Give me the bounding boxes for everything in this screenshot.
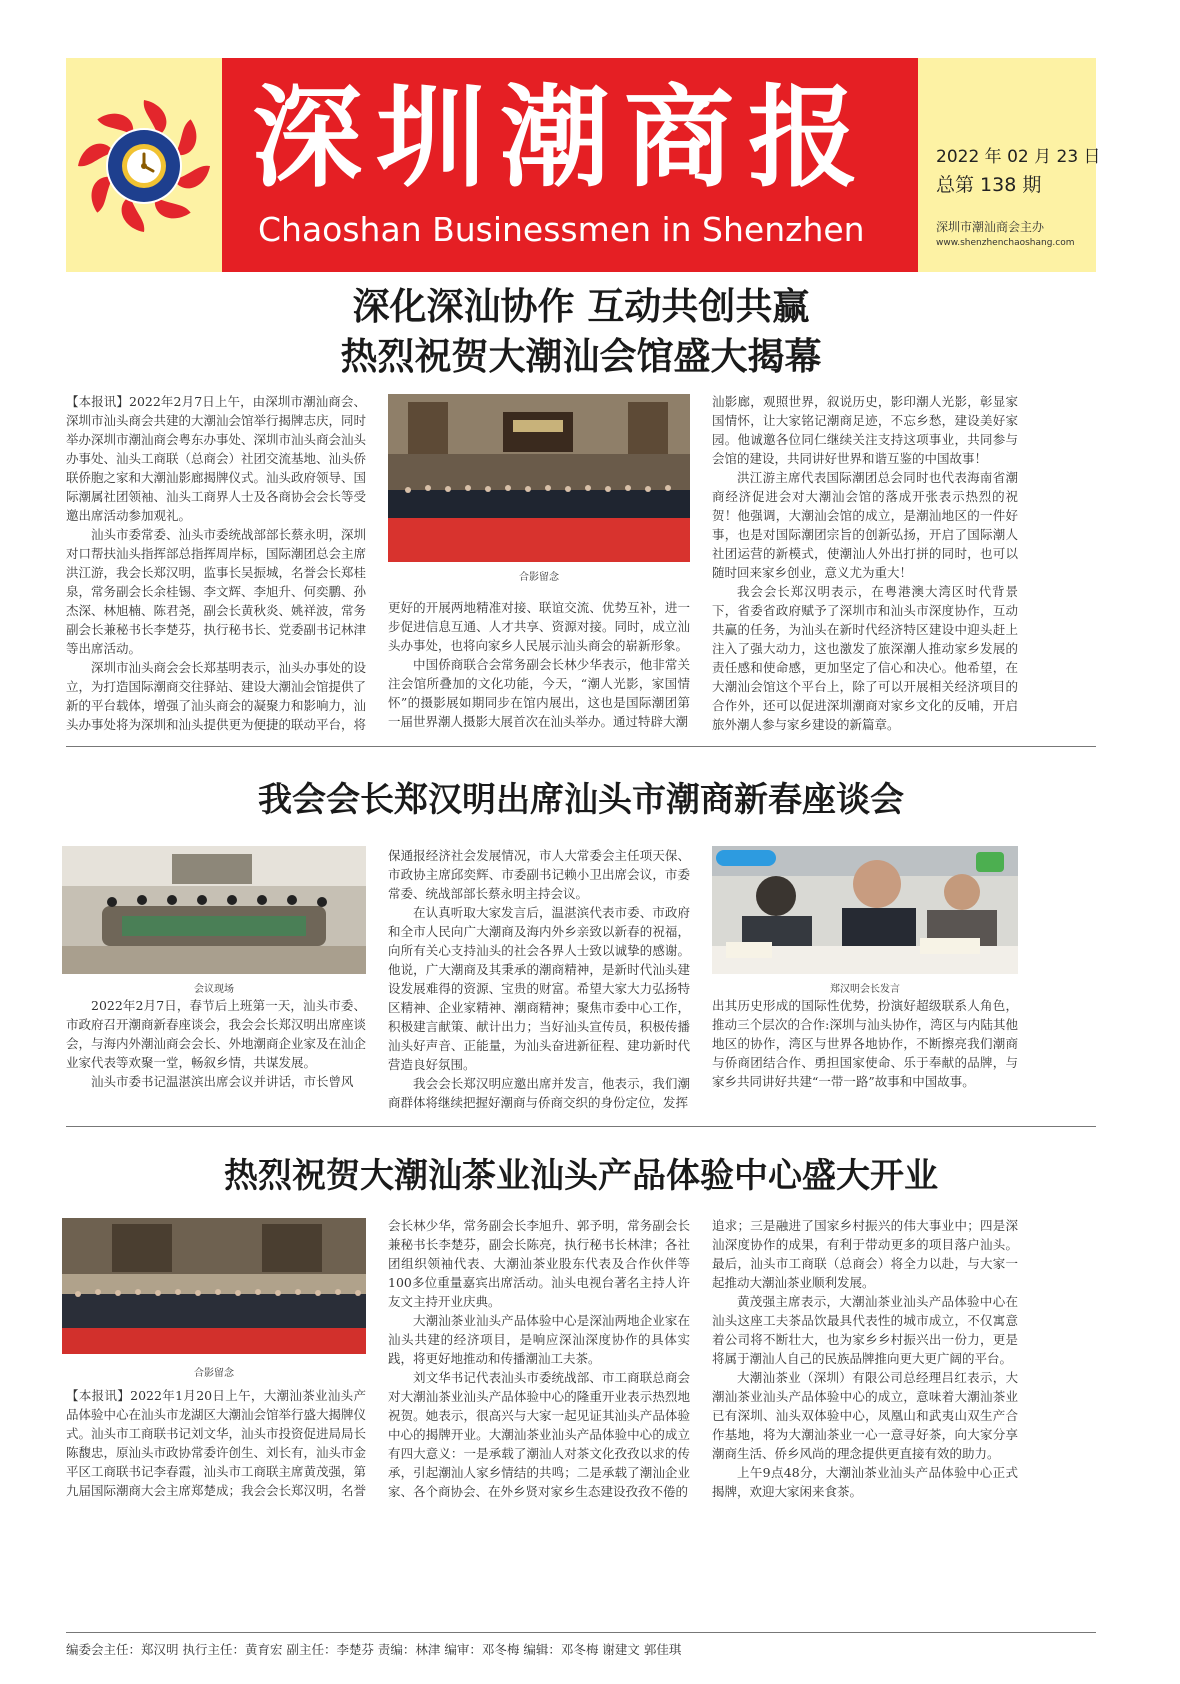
group-photo-hall-opening <box>388 394 690 562</box>
article2-paragraph: 在认真听取大家发言后，温湛滨代表市委、市政府和全市人民向广大潮商及海内外乡亲致以新春的祝福，向所有关心支持汕头的社会各界人士致以诚挚的感谢。他说，广大潮商及其秉承的潮商精神，是新时代汕头建设发展难得的资源、宝贵的财富。希望大家大力弘扬特区精神、企业家精神、潮商精神；聚焦市委中心工作，积极建言献策、献计出力；当好汕头宣传员，积极传播汕头好声音、正能量，为汕头奋进新征程、建功新时代营造良好氛围。 <box>388 905 690 1072</box>
article2-paragraph: 汕头市委书记温湛滨出席会议并讲话，市长曾风 <box>91 1074 354 1089</box>
article1-headline-line1: 深化深汕协作 互动共创共赢 <box>352 285 810 328</box>
article1-column-3 <box>712 392 1018 732</box>
article3-paragraph: 黄茂强主席表示，大潮汕茶业汕头产品体验中心在汕头这座工夫茶品饮最具代表性的城市成立，不仅寓意着公司将不断壮大，也为家乡乡村振兴出一份力，更是将属于潮汕人自己的民族品牌推向更大更广阔的平台。 <box>712 1294 1018 1366</box>
editorial-credits: 编委会主任：郑汉明 执行主任：黄育宏 副主任：李楚芬 责编：林津 编审：邓冬梅 编辑：邓冬梅 谢建文 郭佳琪 <box>66 1642 682 1657</box>
section-divider <box>66 1126 1096 1127</box>
tea-center-group-photo <box>62 1218 366 1354</box>
article3-column-2 <box>388 1216 690 1499</box>
article3-paragraph: 大潮汕茶业（深圳）有限公司总经理吕红表示，大潮汕茶业汕头产品体验中心的成立，意味着大潮汕茶业已有深圳、汕头双体验中心，凤凰山和武夷山双生产合作基地，将为大潮汕茶业一心一意寻好茶，向大家分享潮商生活、侨乡风尚的理念提供更直接有效的助力。 <box>712 1370 1018 1461</box>
website-url: www.shenzhenchaoshang.com <box>936 238 1075 248</box>
masthead-logo-panel <box>66 58 222 272</box>
issue-number: 总第 138 期 <box>936 174 1042 196</box>
article2-column-3 <box>712 996 1018 1100</box>
meeting-room-photo <box>62 846 366 974</box>
article2-paragraph: 出其历史形成的国际性优势，扮演好超级联系人角色，推动三个层次的合作:深圳与汕头协作，湾区与内陆其他地区的协作，湾区与世界各地协作，不断擦亮我们潮商与侨商团结合作、勇担国家使命、乐于奉献的品牌，与家乡共同讲好共建“一带一路”故事和中国故事。 <box>712 998 1018 1089</box>
article1-paragraph: 汕头市委常委、汕头市委统战部部长蔡永明，深圳对口帮扶汕头指挥部总指挥周岸标，国际潮团总会主席洪江游，我会长郑汉明，监事长吴振城，名誉会长郑桂泉，常务副会长余桂锡、李文辉、李旭升、何奕鹏、孙杰深、林旭楠、陈君尧，副会长黄秋炎、姚祥波，常务副会长兼秘书长李楚芬，执行秘书长、党委副书记林津等出席活动。 <box>66 527 367 656</box>
masthead-banner <box>222 58 918 272</box>
article2-paragraph: 我会会长郑汉明应邀出席并发言，他表示，我们潮商群体将继续把握好潮商与侨商交织的身份定位，发挥 <box>388 1076 690 1110</box>
article3-column-3 <box>712 1216 1018 1499</box>
article1-paragraph: 更好的开展两地精准对接、联谊交流、优势互补，进一步促进信息互通、人才共享、资源对接。同时，成立汕头办事处，也将向家乡人民展示汕头商会的崭新形象。 <box>388 600 690 653</box>
article1-paragraph: 我会会长郑汉明表示，在粤港澳大湾区时代背景下，省委省政府赋予了深圳市和汕头市深度协作，互动共赢的任务，为汕头在新时代经济特区建设中迎头赶上注入了强大动力，这也激发了旅深潮人推动家乡发展的责任感和使命感，更加坚定了信心和决心。他希望，在大潮汕会馆这个平台上，除了可以开展相关经济项目的合作外，还可以促进深圳潮商对家乡文化的反哺，开启旅外潮人参与家乡建设的新篇章。 <box>712 584 1018 732</box>
article1-paragraph: 深圳市汕头商会会长郑基明表示，汕头办事处的设立，为打造国际潮商交往驿站、建设大潮汕会馆提供了新的平台载体，增强了汕头商会的凝聚力和影响力，汕头办事处将为深圳和汕头提供更为便捷的联动平台，将 <box>66 660 367 732</box>
newspaper-title: 深圳潮商报 <box>252 74 872 202</box>
article1-column-2 <box>388 598 690 732</box>
publisher: 深圳市潮汕商会主办 <box>936 220 1045 234</box>
masthead-info-panel <box>918 58 1101 272</box>
article2-paragraph: 保通报经济社会发展情况，市人大常委会主任项天保、市政协主席邱奕辉、市委副书记赖小卫出席会议，市委常委、统战部部长蔡永明主持会议。 <box>388 848 690 901</box>
article3-column-1 <box>66 1386 367 1498</box>
newspaper-title-english: Chaoshan Businessmen in Shenzhen <box>258 210 865 249</box>
article3-headline: 热烈祝贺大潮汕茶业汕头产品体验中心盛大开业 <box>224 1156 938 1196</box>
chamber-logo-icon <box>76 98 212 234</box>
speaker-photo <box>712 846 1018 974</box>
article1-paragraph: 洪江游主席代表国际潮团总会同时也代表海南省潮商经济促进会对大潮汕会馆的落成开张表示热烈的祝贺！他强调，大潮汕会馆的成立，是潮汕地区的一件好事，也是对国际潮团宗旨的创新弘扬，开启了国际潮人社团运营的新模式，使潮汕人外出打拼的同时，也可以随时回来家乡创业，意义尤为重大！ <box>712 470 1018 580</box>
article2-photo-caption-right: 郑汉明会长发言 <box>830 984 900 995</box>
article3-paragraph: 刘文华书记代表汕头市委统战部、市工商联总商会对大潮汕茶业汕头产品体验中心的隆重开业表示热烈地祝贺。她表示，很高兴与大家一起见证其汕头产品体验中心的揭牌开业。大潮汕茶业汕头产品体验中心的成立有四大意义：一是承载了潮汕人对茶文化孜孜以求的传承，引起潮汕人家乡情结的共鸣；二是承载了潮汕企业家、各个商协会、在外乡贤对家乡生态建设孜孜不倦的 <box>388 1370 690 1499</box>
section-divider <box>66 746 1096 747</box>
article2-column-1 <box>66 996 366 1100</box>
article2-photo-caption-left: 会议现场 <box>194 984 234 995</box>
article1-headline-line2: 热烈祝贺大潮汕会馆盛大揭幕 <box>340 335 822 378</box>
article3-paragraph: 追求；三是融进了国家乡村振兴的伟大事业中；四是深汕深度协作的成果，有利于带动更多的项目落户汕头。最后，汕头市工商联（总商会）将全力以赴，与大家一起推动大潮汕茶业顺利发展。 <box>712 1218 1018 1290</box>
masthead <box>66 58 1101 272</box>
issue-date: 2022 年 02 月 23 日 <box>936 147 1101 167</box>
article3-paragraph: 会长林少华，常务副会长李旭升、郭予明，常务副会长兼秘书长李楚芬，副会长陈亮，执行秘书长林津；各社团组织领袖代表、大潮汕茶业股东代表及合作伙伴等100多位重量嘉宾出席活动。汕头电视台著名主持人许友文主持开业庆典。 <box>388 1218 690 1309</box>
article3-paragraph: 【本报讯】2022年1月20日上午，大潮汕茶业汕头产品体验中心在汕头市龙湖区大潮汕会馆举行盛大揭牌仪式。汕头市工商联书记刘文华，汕头市投资促进局局长陈馥忠，原汕头市政协常委许创生、刘长有，汕头市金平区工商联书记李春霞，汕头市工商联主席黄茂强，第九届国际潮商大会主席郑楚成；我会会长郑汉明，名誉 <box>66 1388 367 1498</box>
article2-column-2 <box>388 846 690 1110</box>
article1-column-1 <box>66 392 366 732</box>
article3-paragraph: 大潮汕茶业汕头产品体验中心是深汕两地企业家在汕头共建的经济项目，是响应深汕深度协作的具体实践，将更好地推动和传播潮汕工夫茶。 <box>388 1313 690 1366</box>
article1-paragraph: 汕影廊，观照世界，叙说历史，影印潮人光影，彰显家国情怀，让大家铭记潮商足迹，不忘乡愁，建设美好家园。他诚邀各位同仁继续关注支持这项事业，共同参与会馆的建设，共同讲好世界和谐互鉴的中国故事！ <box>712 394 1018 466</box>
article1-paragraph: 【本报讯】2022年2月7日上午，由深圳市潮汕商会、深圳市汕头商会共建的大潮汕会馆举行揭牌志庆，同时举办深圳市潮汕商会粤东办事处、深圳市汕头商会汕头办事处、汕头工商联（总商会）社团交流基地、汕头侨联侨胞之家和大潮汕影廊揭牌仪式。汕头政府领导、国际潮属社团领袖、汕头工商界人士及各商协会会长等受邀出席活动参加观礼。 <box>66 394 367 523</box>
article1-paragraph: 中国侨商联合会常务副会长林少华表示，他非常关注会馆所叠加的文化功能，今天，“潮人光影，家国情怀”的摄影展如期同步在馆内展出，这也是国际潮团第一届世界潮人摄影大展首次在汕头举办。通过特辟大潮 <box>388 657 690 729</box>
article3-paragraph: 上午9点48分，大潮汕茶业汕头产品体验中心正式揭牌，欢迎大家闲来食茶。 <box>712 1465 1018 1499</box>
article2-headline: 我会会长郑汉明出席汕头市潮商新春座谈会 <box>258 780 904 820</box>
article2-paragraph: 2022年2月7日，春节后上班第一天，汕头市委、市政府召开潮商新春座谈会，我会会长郑汉明出席座谈会，与海内外潮汕商会会长、外地潮商企业家及在汕企业家代表等欢聚一堂，畅叙乡情，共谋发展。 <box>66 998 367 1070</box>
footer-divider <box>66 1632 1096 1633</box>
article3-photo-caption: 合影留念 <box>194 1368 234 1379</box>
article1-photo-caption: 合影留念 <box>519 572 559 583</box>
